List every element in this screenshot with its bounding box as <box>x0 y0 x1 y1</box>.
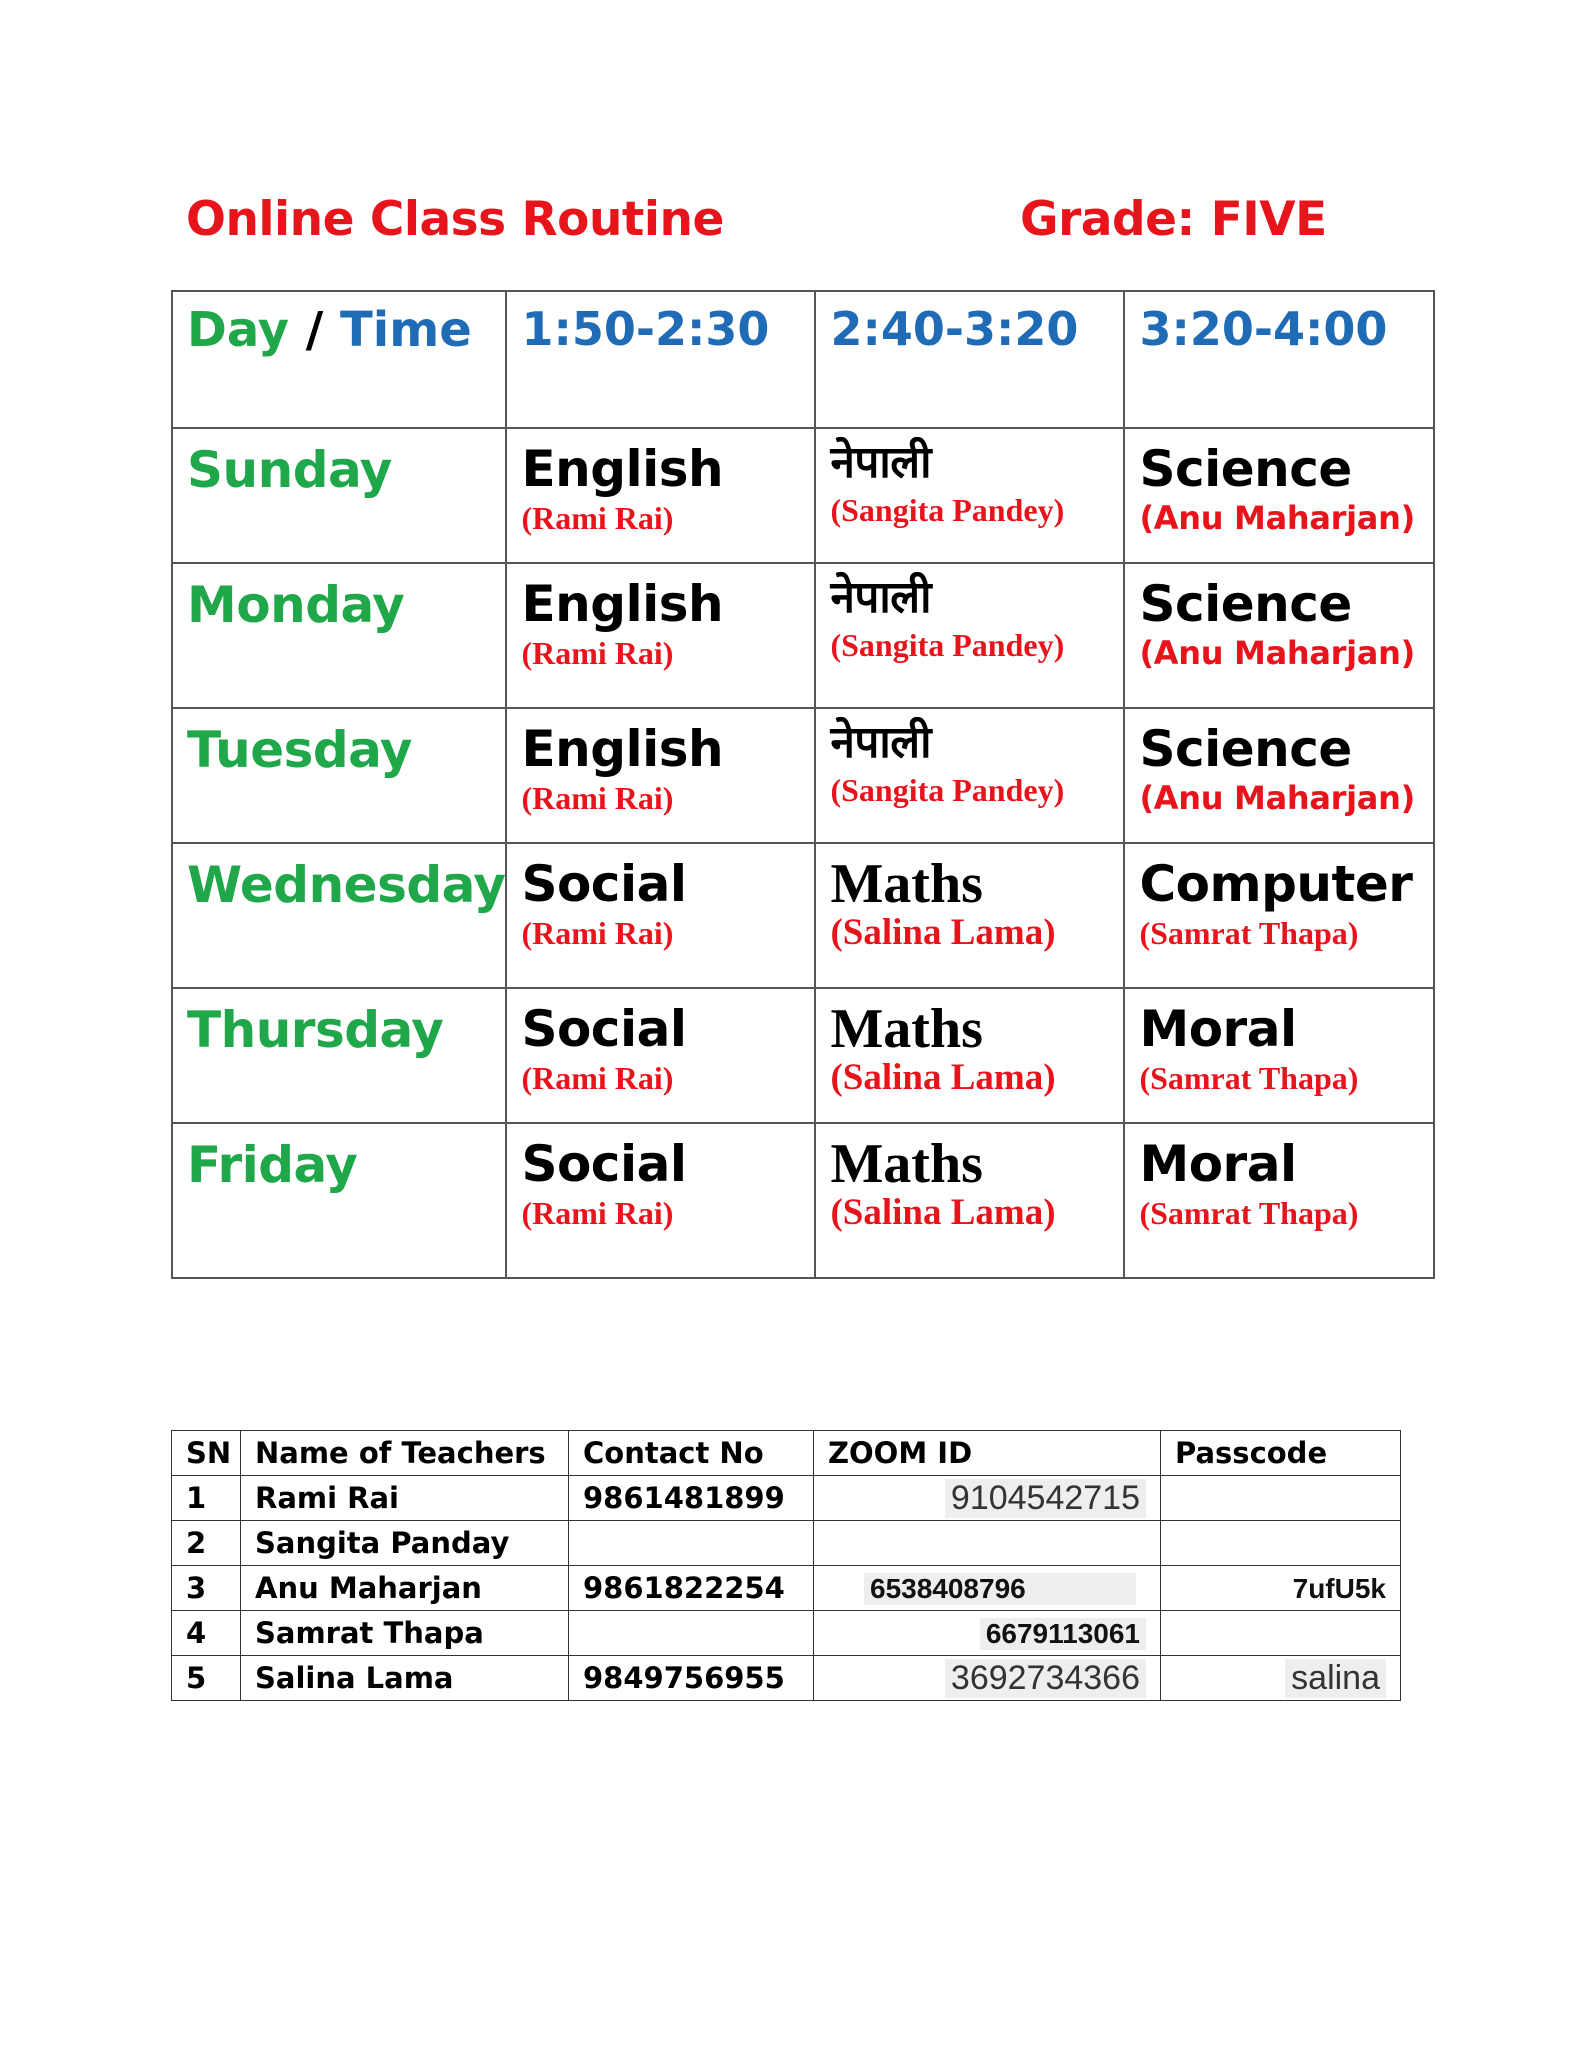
table-row <box>172 1566 1401 1611</box>
subject-name: Maths <box>830 1133 983 1195</box>
subject-name: नेपाली <box>830 572 931 623</box>
time-slot-label: 1:50-2:30 <box>521 302 770 356</box>
day-cell <box>172 988 506 1123</box>
subject-name: Computer <box>1139 855 1413 913</box>
routine-row-sunday <box>172 428 1434 563</box>
class-cell <box>1124 843 1434 988</box>
teacher-name: (Salina Lama) <box>830 912 1056 953</box>
subject-name: English <box>521 440 724 498</box>
time-slot-label: 2:40-3:20 <box>830 302 1079 356</box>
day-label: Wednesday <box>187 856 506 914</box>
table-row <box>172 1656 1401 1701</box>
subject-name: Science <box>1139 575 1352 633</box>
column-header: Name of Teachers <box>241 1431 569 1476</box>
contacts-header-row <box>172 1431 1401 1476</box>
class-cell <box>815 843 1124 988</box>
day-label: Thursday <box>187 1001 444 1059</box>
zoom-id: 9104542715 <box>945 1479 1146 1518</box>
subject-name: Science <box>1139 720 1352 778</box>
zoom-id: 6679113061 <box>980 1618 1146 1650</box>
sn-cell: 2 <box>172 1521 241 1566</box>
teacher-name: (Samrat Thapa) <box>1139 915 1359 951</box>
teacher-name: (Anu Maharjan) <box>1139 499 1415 537</box>
day-time-header <box>172 291 506 428</box>
class-cell <box>506 988 815 1123</box>
passcode-cell <box>1161 1611 1401 1656</box>
column-header: ZOOM ID <box>814 1431 1161 1476</box>
teacher-name: (Salina Lama) <box>830 1192 1056 1233</box>
teacher-name: (Rami Rai) <box>521 500 674 536</box>
routine-row-thursday <box>172 988 1434 1123</box>
class-cell <box>815 563 1124 708</box>
class-cell <box>1124 988 1434 1123</box>
class-cell <box>1124 708 1434 843</box>
column-header: Contact No <box>569 1431 814 1476</box>
class-cell <box>1124 1123 1434 1278</box>
passcode: salina <box>1285 1659 1386 1698</box>
time-slot-label: 3:20-4:00 <box>1139 302 1388 356</box>
class-cell <box>815 708 1124 843</box>
passcode-cell <box>1161 1656 1401 1701</box>
routine-row-wednesday <box>172 843 1434 988</box>
teacher-name-cell: Salina Lama <box>241 1656 569 1701</box>
day-label: Tuesday <box>187 721 412 779</box>
teacher-name-cell: Samrat Thapa <box>241 1611 569 1656</box>
subject-name: Social <box>521 855 687 913</box>
teacher-name: (Anu Maharjan) <box>1139 634 1415 672</box>
teacher-name: (Samrat Thapa) <box>1139 1195 1359 1231</box>
passcode-cell <box>1161 1566 1401 1611</box>
class-cell <box>815 988 1124 1123</box>
column-header: Passcode <box>1161 1431 1401 1476</box>
zoom-id-cell <box>814 1521 1161 1566</box>
page-title: Online Class Routine <box>186 192 724 247</box>
teacher-name: (Rami Rai) <box>521 780 674 816</box>
subject-name: Science <box>1139 440 1352 498</box>
class-cell <box>1124 563 1434 708</box>
time-slot-header <box>815 291 1124 428</box>
sn-cell: 3 <box>172 1566 241 1611</box>
teacher-name-cell: Rami Rai <box>241 1476 569 1521</box>
class-cell <box>506 843 815 988</box>
zoom-id: 3692734366 <box>945 1659 1146 1698</box>
routine-table <box>171 290 1435 1279</box>
subject-name: English <box>521 575 724 633</box>
day-cell <box>172 1123 506 1278</box>
day-label: Monday <box>187 576 405 634</box>
teacher-name: (Sangita Pandey) <box>830 492 1065 528</box>
routine-row-friday <box>172 1123 1434 1278</box>
contact-cell: 9849756955 <box>569 1656 814 1701</box>
subject-name: English <box>521 720 724 778</box>
zoom-id-cell <box>814 1476 1161 1521</box>
teacher-name: (Rami Rai) <box>521 915 674 951</box>
teacher-name: (Anu Maharjan) <box>1139 779 1415 817</box>
routine-row-tuesday <box>172 708 1434 843</box>
slash-separator: / <box>305 302 324 358</box>
teacher-contacts-table <box>171 1430 1401 1701</box>
teacher-name: (Rami Rai) <box>521 1060 674 1096</box>
teacher-name: (Salina Lama) <box>830 1057 1056 1098</box>
contact-cell: 9861822254 <box>569 1566 814 1611</box>
routine-row-monday <box>172 563 1434 708</box>
teacher-name: (Samrat Thapa) <box>1139 1060 1359 1096</box>
class-cell <box>1124 428 1434 563</box>
day-label: Sunday <box>187 441 392 499</box>
day-label: Friday <box>187 1136 358 1194</box>
teacher-name: (Rami Rai) <box>521 1195 674 1231</box>
subject-name: नेपाली <box>830 437 931 488</box>
contact-cell <box>569 1521 814 1566</box>
day-header-label: Day <box>187 302 290 358</box>
contact-cell <box>569 1611 814 1656</box>
class-cell <box>506 428 815 563</box>
subject-name: Social <box>521 1000 687 1058</box>
contact-cell: 9861481899 <box>569 1476 814 1521</box>
class-cell <box>815 428 1124 563</box>
subject-name: Moral <box>1139 1135 1297 1193</box>
time-slot-header <box>1124 291 1434 428</box>
class-cell <box>815 1123 1124 1278</box>
subject-name: नेपाली <box>830 717 931 768</box>
subject-name: Moral <box>1139 1000 1297 1058</box>
teacher-name-cell: Anu Maharjan <box>241 1566 569 1611</box>
day-cell <box>172 563 506 708</box>
table-row <box>172 1611 1401 1656</box>
passcode: 7ufU5k <box>1292 1573 1386 1604</box>
day-cell <box>172 708 506 843</box>
zoom-id: 6538408796 <box>864 1573 1136 1605</box>
zoom-id-cell <box>814 1611 1161 1656</box>
table-row <box>172 1476 1401 1521</box>
teacher-name: (Sangita Pandey) <box>830 627 1065 663</box>
teacher-name: (Sangita Pandey) <box>830 772 1065 808</box>
time-header-label: Time <box>340 302 472 358</box>
table-row <box>172 1521 1401 1566</box>
day-cell <box>172 843 506 988</box>
teacher-name: (Rami Rai) <box>521 635 674 671</box>
sn-cell: 5 <box>172 1656 241 1701</box>
class-cell <box>506 1123 815 1278</box>
sn-cell: 4 <box>172 1611 241 1656</box>
subject-name: Maths <box>830 853 983 915</box>
time-slot-header <box>506 291 815 428</box>
column-header: SN <box>172 1431 241 1476</box>
class-cell <box>506 563 815 708</box>
zoom-id-cell <box>814 1566 1161 1611</box>
teacher-name-cell: Sangita Panday <box>241 1521 569 1566</box>
class-cell <box>506 708 815 843</box>
passcode-cell <box>1161 1521 1401 1566</box>
grade-label: Grade: FIVE <box>1020 192 1327 247</box>
routine-header-row <box>172 291 1434 428</box>
sn-cell: 1 <box>172 1476 241 1521</box>
passcode-cell <box>1161 1476 1401 1521</box>
zoom-id-cell <box>814 1656 1161 1701</box>
subject-name: Social <box>521 1135 687 1193</box>
day-cell <box>172 428 506 563</box>
subject-name: Maths <box>830 998 983 1060</box>
